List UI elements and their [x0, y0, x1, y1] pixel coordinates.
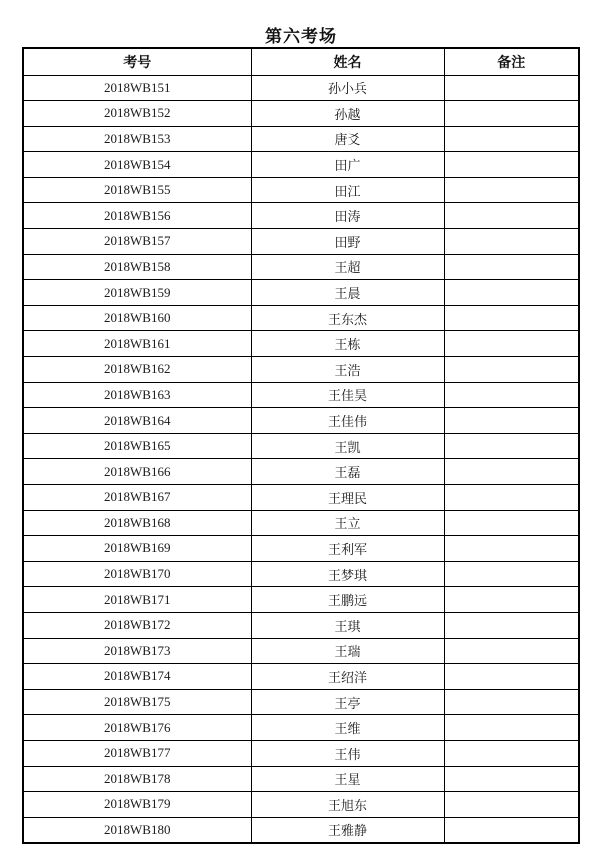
name-cell: 王鹏远 [251, 587, 444, 613]
note-cell [444, 587, 579, 613]
note-cell [444, 280, 579, 306]
note-cell [444, 792, 579, 818]
name-cell: 王梦琪 [251, 561, 444, 587]
note-cell [444, 152, 579, 178]
name-cell: 王东杰 [251, 305, 444, 331]
table-row [23, 664, 579, 690]
table-row [23, 126, 579, 152]
table-row [23, 75, 579, 101]
exam-number-cell: 2018WB151 [23, 75, 251, 101]
table-row [23, 101, 579, 127]
note-cell [444, 433, 579, 459]
note-cell [444, 817, 579, 843]
exam-number-cell: 2018WB159 [23, 280, 251, 306]
note-cell [444, 536, 579, 562]
note-cell [444, 75, 579, 101]
note-cell [444, 254, 579, 280]
table-row [23, 357, 579, 383]
name-cell: 王旭东 [251, 792, 444, 818]
note-cell [444, 101, 579, 127]
page-title: 第六考场 [265, 27, 337, 46]
exam-number-cell: 2018WB157 [23, 229, 251, 255]
exam-number-cell: 2018WB163 [23, 382, 251, 408]
note-cell [444, 408, 579, 434]
note-cell [444, 510, 579, 536]
table-row [23, 536, 579, 562]
note-cell [444, 638, 579, 664]
name-cell: 田野 [251, 229, 444, 255]
table-header-row [23, 48, 579, 75]
name-cell: 唐爻 [251, 126, 444, 152]
name-cell: 田广 [251, 152, 444, 178]
name-cell: 王浩 [251, 357, 444, 383]
table-row [23, 510, 579, 536]
name-cell: 王利军 [251, 536, 444, 562]
note-cell [444, 561, 579, 587]
name-cell: 王立 [251, 510, 444, 536]
name-cell: 王超 [251, 254, 444, 280]
name-cell: 王佳伟 [251, 408, 444, 434]
name-cell: 王磊 [251, 459, 444, 485]
note-cell [444, 177, 579, 203]
exam-number-cell: 2018WB173 [23, 638, 251, 664]
column-header-name: 姓名 [251, 48, 444, 75]
note-cell [444, 664, 579, 690]
name-cell: 王亭 [251, 689, 444, 715]
exam-number-cell: 2018WB156 [23, 203, 251, 229]
exam-number-cell: 2018WB154 [23, 152, 251, 178]
note-cell [444, 331, 579, 357]
table-row [23, 689, 579, 715]
note-cell [444, 229, 579, 255]
exam-number-cell: 2018WB175 [23, 689, 251, 715]
exam-number-cell: 2018WB165 [23, 433, 251, 459]
table-row [23, 229, 579, 255]
table-row [23, 715, 579, 741]
exam-number-cell: 2018WB168 [23, 510, 251, 536]
name-cell: 田涛 [251, 203, 444, 229]
exam-number-cell: 2018WB166 [23, 459, 251, 485]
exam-number-cell: 2018WB171 [23, 587, 251, 613]
name-cell: 王佳昊 [251, 382, 444, 408]
exam-number-cell: 2018WB161 [23, 331, 251, 357]
table-row [23, 280, 579, 306]
name-cell: 王瑞 [251, 638, 444, 664]
name-cell: 王伟 [251, 740, 444, 766]
column-header-note: 备注 [444, 48, 579, 75]
note-cell [444, 740, 579, 766]
table-body [23, 75, 579, 843]
table-row [23, 254, 579, 280]
note-cell [444, 305, 579, 331]
name-cell: 王栋 [251, 331, 444, 357]
table-row [23, 331, 579, 357]
note-cell [444, 203, 579, 229]
table-row [23, 177, 579, 203]
table-row [23, 485, 579, 511]
name-cell: 王晨 [251, 280, 444, 306]
note-cell [444, 357, 579, 383]
table-row [23, 408, 579, 434]
table-row [23, 638, 579, 664]
exam-number-cell: 2018WB167 [23, 485, 251, 511]
exam-number-cell: 2018WB153 [23, 126, 251, 152]
name-cell: 王理民 [251, 485, 444, 511]
table-row [23, 152, 579, 178]
table-row [23, 305, 579, 331]
exam-roster-table [22, 47, 580, 844]
exam-number-cell: 2018WB178 [23, 766, 251, 792]
note-cell [444, 715, 579, 741]
name-cell: 王绍洋 [251, 664, 444, 690]
exam-number-cell: 2018WB179 [23, 792, 251, 818]
name-cell: 王琪 [251, 612, 444, 638]
exam-number-cell: 2018WB174 [23, 664, 251, 690]
exam-number-cell: 2018WB164 [23, 408, 251, 434]
exam-number-cell: 2018WB158 [23, 254, 251, 280]
exam-number-cell: 2018WB170 [23, 561, 251, 587]
note-cell [444, 459, 579, 485]
exam-number-cell: 2018WB155 [23, 177, 251, 203]
name-cell: 田江 [251, 177, 444, 203]
note-cell [444, 485, 579, 511]
name-cell: 王维 [251, 715, 444, 741]
name-cell: 王星 [251, 766, 444, 792]
note-cell [444, 382, 579, 408]
note-cell [444, 766, 579, 792]
exam-number-cell: 2018WB152 [23, 101, 251, 127]
name-cell: 王雅静 [251, 817, 444, 843]
table-row [23, 203, 579, 229]
note-cell [444, 126, 579, 152]
table-row [23, 561, 579, 587]
table-row [23, 740, 579, 766]
table-row [23, 612, 579, 638]
exam-number-cell: 2018WB160 [23, 305, 251, 331]
exam-number-cell: 2018WB180 [23, 817, 251, 843]
table-row [23, 433, 579, 459]
exam-number-cell: 2018WB176 [23, 715, 251, 741]
name-cell: 孙越 [251, 101, 444, 127]
note-cell [444, 689, 579, 715]
name-cell: 孙小兵 [251, 75, 444, 101]
exam-number-cell: 2018WB162 [23, 357, 251, 383]
table-row [23, 459, 579, 485]
note-cell [444, 612, 579, 638]
name-cell: 王凯 [251, 433, 444, 459]
table-row [23, 817, 579, 843]
table-row [23, 766, 579, 792]
table-row [23, 382, 579, 408]
column-header-exam-number: 考号 [23, 48, 251, 75]
exam-number-cell: 2018WB177 [23, 740, 251, 766]
exam-number-cell: 2018WB169 [23, 536, 251, 562]
exam-number-cell: 2018WB172 [23, 612, 251, 638]
table-row [23, 587, 579, 613]
table-row [23, 792, 579, 818]
